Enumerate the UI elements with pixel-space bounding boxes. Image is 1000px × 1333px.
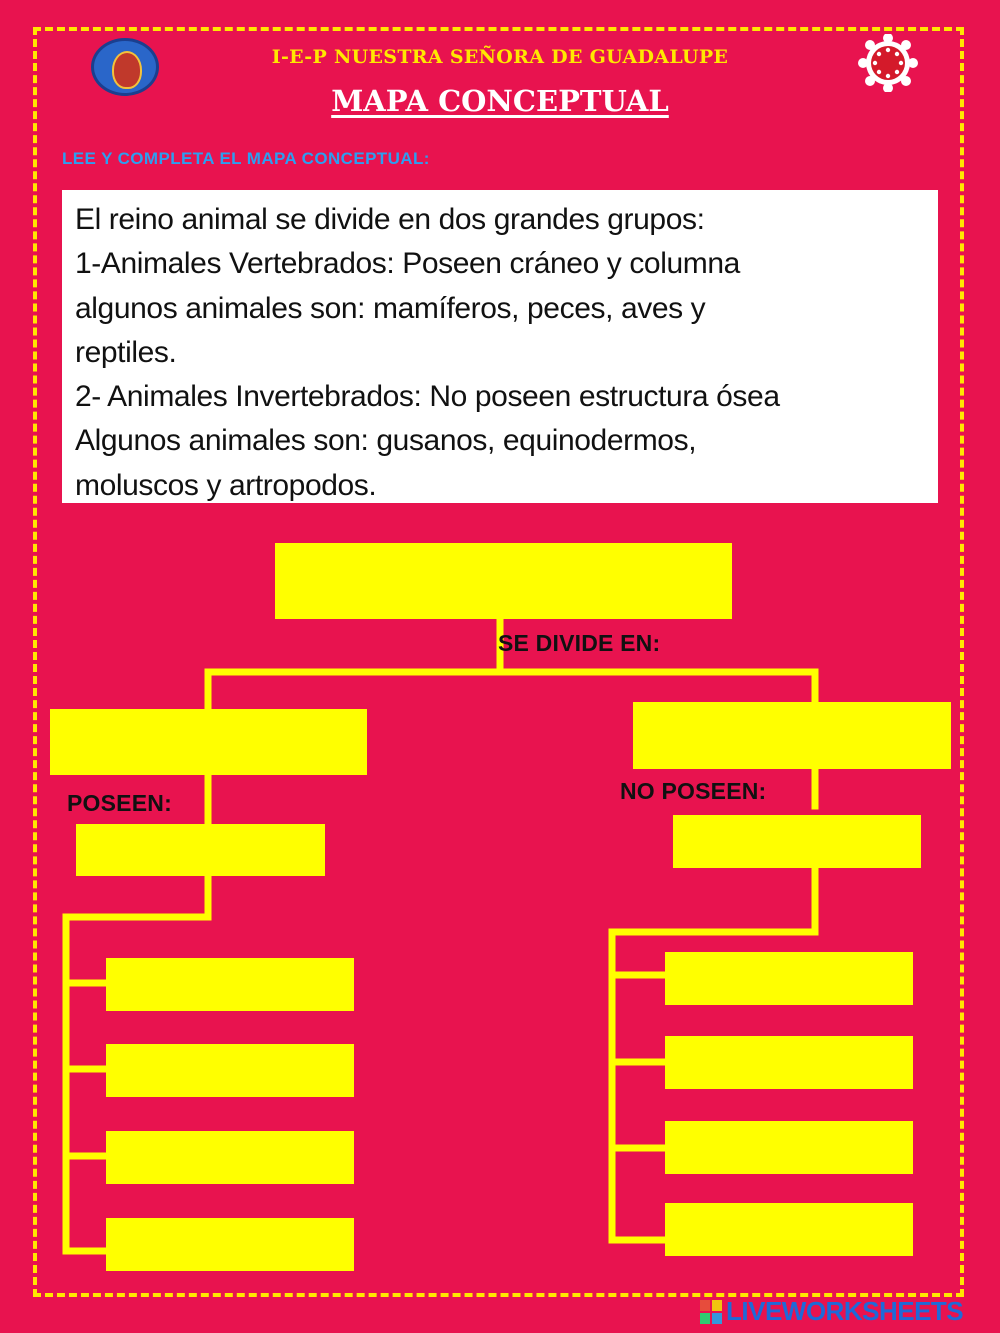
answer-box-example-right[interactable] — [665, 1121, 913, 1174]
answer-box-example-right[interactable] — [665, 1203, 913, 1256]
reading-line: El reino animal se divide en dos grandes grupos: — [75, 203, 705, 236]
answer-box-group-right[interactable] — [633, 702, 951, 769]
answer-box-example-left[interactable] — [106, 1218, 354, 1271]
liveworksheets-logo-icon — [700, 1300, 722, 1324]
reading-line: 2- Animales Invertebrados: No poseen estructura ósea — [75, 380, 780, 414]
reading-line: Algunos animales son: gusanos, equinodermos, — [75, 424, 697, 458]
school-name: I-E-P NUESTRA SEÑORA DE GUADALUPE — [271, 46, 729, 68]
reading-line: algunos animales son: mamíferos, peces, aves y — [75, 291, 706, 325]
connector-label-divides: SE DIVIDE EN: — [498, 630, 661, 656]
answer-box-example-left[interactable] — [106, 1131, 354, 1184]
reading-line: reptiles. — [75, 335, 177, 369]
answer-box-main[interactable] — [275, 543, 732, 619]
reading-line: moluscos y artropodos. — [75, 468, 377, 502]
answer-box-example-left[interactable] — [106, 1044, 354, 1097]
answer-box-example-left[interactable] — [106, 958, 354, 1011]
connector-label-not-have: NO POSEEN: — [620, 778, 767, 804]
instruction-text: LEE Y COMPLETA EL MAPA CONCEPTUAL: — [62, 149, 430, 168]
answer-box-group-left[interactable] — [50, 709, 367, 775]
page-title: MAPA CONCEPTUAL — [331, 84, 669, 118]
answer-box-example-right[interactable] — [665, 952, 913, 1005]
answer-box-feature-left[interactable] — [76, 824, 325, 876]
answer-box-example-right[interactable] — [665, 1036, 913, 1089]
connector-label-have: POSEEN: — [67, 790, 172, 816]
liveworksheets-watermark: LIVEWORKSHEETS — [726, 1296, 964, 1326]
reading-line: 1-Animales Vertebrados: Poseen cráneo y columna — [75, 247, 740, 281]
answer-box-feature-right[interactable] — [673, 815, 921, 868]
